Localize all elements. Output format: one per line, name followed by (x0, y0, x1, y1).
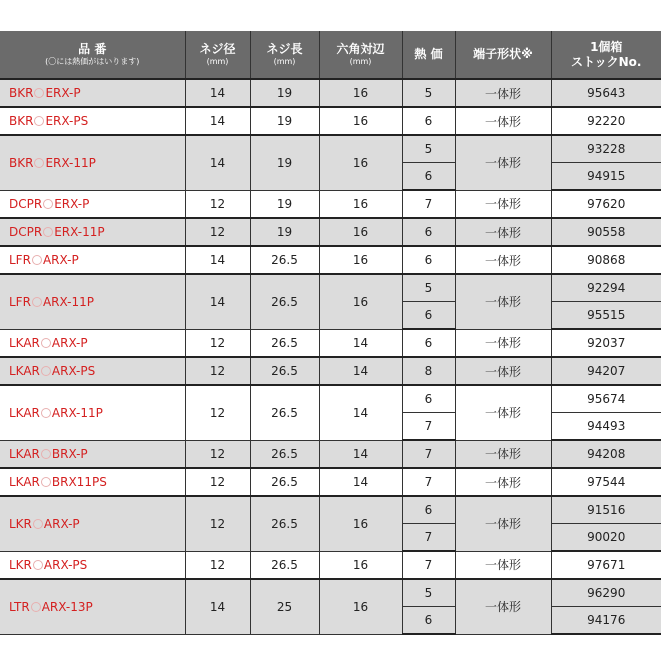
table-row (0, 135, 661, 163)
part-suffix: ERX-11P (45, 155, 96, 170)
thread-length-cell: 19 (250, 79, 319, 107)
heat-range-cell: 5 (402, 79, 455, 107)
hex-size-cell: 16 (319, 246, 402, 274)
part-suffix: ARX-P (51, 335, 88, 350)
heat-range-cell: 6 (402, 385, 455, 413)
table-row (0, 246, 661, 274)
part-prefix: LKAR (9, 405, 40, 420)
part-suffix: ARX-13P (41, 599, 93, 614)
part-prefix: LKAR (9, 364, 40, 378)
hex-size-cell: 16 (319, 79, 402, 107)
hex-size-cell: 14 (319, 440, 402, 468)
stock-no-cell: 92294 (551, 274, 661, 302)
part-number-cell (0, 190, 185, 218)
hex-size-cell: 16 (319, 496, 402, 551)
heat-range-cell: 7 (402, 413, 455, 441)
table-row (0, 274, 661, 302)
thread-diameter-cell: 12 (185, 329, 250, 357)
heat-range-cell: 6 (402, 163, 455, 191)
part-prefix: LFR (9, 294, 31, 309)
stock-no-cell: 97671 (551, 551, 661, 579)
part-suffix: ERX-PS (45, 114, 89, 128)
heat-range-cell: 6 (402, 107, 455, 135)
part-number-cell (0, 107, 185, 135)
terminal-shape-cell: 一体形 (455, 468, 551, 496)
heat-range-cell: 6 (402, 246, 455, 274)
thread-length-cell: 19 (250, 190, 319, 218)
part-number-cell (0, 218, 185, 246)
part-suffix: ARX-P (42, 253, 79, 267)
header-thread-diameter (185, 31, 250, 79)
header-part-no-note: (〇には熱価がはいります) (45, 57, 140, 66)
thread-diameter-cell: 12 (185, 190, 250, 218)
table-row (0, 468, 661, 496)
heat-placeholder-circle-icon (41, 366, 51, 376)
part-suffix: ERX-11P (54, 225, 105, 239)
part-number-cell (0, 468, 185, 496)
table-row (0, 190, 661, 218)
part-prefix: BKR (9, 86, 34, 100)
terminal-shape-cell: 一体形 (455, 218, 551, 246)
table-row (0, 218, 661, 246)
header-unit: (mm) (349, 57, 372, 66)
heat-range-cell: 6 (402, 329, 455, 357)
heat-range-cell: 6 (402, 496, 455, 524)
heat-range-cell: 7 (402, 551, 455, 579)
terminal-shape-cell: 一体形 (455, 329, 551, 357)
header-thread-diameter-label: ネジ径 (199, 42, 236, 56)
part-number-cell (0, 551, 185, 579)
part-suffix: ERX-P (54, 196, 90, 211)
stock-no-cell: 92220 (551, 107, 661, 135)
thread-length-cell: 26.5 (250, 440, 319, 468)
header-stock-no (551, 31, 661, 79)
stock-no-cell: 92037 (551, 329, 661, 357)
heat-placeholder-circle-icon (43, 227, 53, 237)
thread-diameter-cell: 14 (185, 79, 250, 107)
thread-length-cell: 25 (250, 579, 319, 634)
terminal-shape-cell: 一体形 (455, 496, 551, 551)
part-prefix: LKAR (9, 335, 40, 350)
header-part-no-label: 品 番 (78, 42, 107, 56)
hex-size-cell: 14 (319, 468, 402, 496)
thread-diameter-cell: 12 (185, 385, 250, 440)
heat-placeholder-circle-icon (32, 297, 42, 307)
part-prefix: LKAR (9, 475, 40, 489)
heat-range-cell: 5 (402, 135, 455, 163)
heat-placeholder-circle-icon (31, 602, 41, 612)
part-number-cell (0, 246, 185, 274)
thread-diameter-cell: 14 (185, 246, 250, 274)
stock-no-cell: 97620 (551, 190, 661, 218)
thread-length-cell: 26.5 (250, 274, 319, 329)
hex-size-cell: 16 (319, 579, 402, 634)
thread-length-cell: 26.5 (250, 357, 319, 385)
part-suffix: ARX-11P (51, 405, 103, 420)
part-number-cell (0, 357, 185, 385)
stock-no-cell: 94493 (551, 413, 661, 441)
heat-range-cell: 5 (402, 579, 455, 607)
part-number-cell (0, 274, 185, 329)
part-number-cell (0, 329, 185, 357)
terminal-shape-cell: 一体形 (455, 440, 551, 468)
table-row (0, 385, 661, 413)
thread-length-cell: 26.5 (250, 468, 319, 496)
hex-size-cell: 16 (319, 551, 402, 579)
header-unit: (mm) (273, 57, 296, 66)
header-terminal-shape: 端子形状※ (455, 31, 551, 79)
table-row (0, 551, 661, 579)
part-suffix: ARX-PS (51, 364, 96, 378)
stock-no-cell: 96290 (551, 579, 661, 607)
terminal-shape-cell: 一体形 (455, 357, 551, 385)
thread-diameter-cell: 12 (185, 468, 250, 496)
heat-placeholder-circle-icon (34, 116, 44, 126)
part-suffix: ERX-P (45, 86, 81, 100)
table-row (0, 579, 661, 607)
hex-size-cell: 14 (319, 329, 402, 357)
terminal-shape-cell: 一体形 (455, 274, 551, 329)
heat-range-cell: 6 (402, 302, 455, 330)
part-suffix: ARX-PS (43, 557, 88, 572)
stock-no-cell: 93228 (551, 135, 661, 163)
table-row (0, 107, 661, 135)
hex-size-cell: 14 (319, 357, 402, 385)
thread-length-cell: 26.5 (250, 551, 319, 579)
stock-no-cell: 95674 (551, 385, 661, 413)
heat-placeholder-circle-icon (33, 560, 43, 570)
thread-length-cell: 19 (250, 218, 319, 246)
stock-no-cell: 94176 (551, 607, 661, 635)
heat-range-cell: 6 (402, 607, 455, 635)
terminal-shape-cell: 一体形 (455, 79, 551, 107)
thread-length-cell: 26.5 (250, 246, 319, 274)
heat-placeholder-circle-icon (41, 408, 51, 418)
hex-size-cell: 16 (319, 135, 402, 190)
part-suffix: BRX-P (51, 446, 88, 461)
header-stock-line1: 1個箱 (590, 39, 623, 54)
table-row (0, 329, 661, 357)
part-suffix: ARX-11P (42, 294, 94, 309)
heat-range-cell: 7 (402, 524, 455, 552)
heat-placeholder-circle-icon (43, 199, 53, 209)
part-number-cell (0, 579, 185, 634)
heat-placeholder-circle-icon (41, 449, 51, 459)
table-row (0, 440, 661, 468)
header-part-no (0, 31, 185, 79)
stock-no-cell: 90868 (551, 246, 661, 274)
thread-diameter-cell: 12 (185, 357, 250, 385)
part-prefix: LTR (9, 599, 30, 614)
heat-placeholder-circle-icon (34, 158, 44, 168)
heat-range-cell: 6 (402, 218, 455, 246)
header-hex-size-label: 六角対辺 (336, 42, 385, 56)
stock-no-cell: 94207 (551, 357, 661, 385)
heat-range-cell: 8 (402, 357, 455, 385)
header-thread-length (250, 31, 319, 79)
hex-size-cell: 16 (319, 218, 402, 246)
terminal-shape-cell: 一体形 (455, 107, 551, 135)
table-row (0, 357, 661, 385)
stock-no-cell: 97544 (551, 468, 661, 496)
hex-size-cell: 16 (319, 190, 402, 218)
thread-diameter-cell: 14 (185, 274, 250, 329)
part-prefix: BKR (9, 155, 34, 170)
terminal-shape-cell: 一体形 (455, 190, 551, 218)
thread-diameter-cell: 12 (185, 440, 250, 468)
stock-no-cell: 94915 (551, 163, 661, 191)
part-prefix: BKR (9, 114, 34, 128)
header-stock-line2: ストックNo. (571, 54, 642, 69)
hex-size-cell: 16 (319, 274, 402, 329)
part-suffix: ARX-P (43, 516, 80, 531)
header-hex-size (319, 31, 402, 79)
terminal-shape-cell: 一体形 (455, 246, 551, 274)
terminal-shape-cell: 一体形 (455, 135, 551, 190)
part-prefix: LKR (9, 557, 32, 572)
stock-no-cell: 90558 (551, 218, 661, 246)
heat-placeholder-circle-icon (41, 338, 51, 348)
part-number-cell (0, 385, 185, 440)
part-number-cell (0, 79, 185, 107)
terminal-shape-cell: 一体形 (455, 551, 551, 579)
thread-length-cell: 26.5 (250, 496, 319, 551)
hex-size-cell: 16 (319, 107, 402, 135)
table-row (0, 79, 661, 107)
terminal-shape-cell: 一体形 (455, 579, 551, 634)
heat-range-cell: 7 (402, 468, 455, 496)
thread-diameter-cell: 12 (185, 551, 250, 579)
part-suffix: BRX11PS (51, 475, 107, 489)
part-number-cell (0, 496, 185, 551)
stock-no-cell: 95643 (551, 79, 661, 107)
hex-size-cell: 14 (319, 385, 402, 440)
part-prefix: LFR (9, 253, 31, 267)
thread-length-cell: 19 (250, 135, 319, 190)
part-number-cell (0, 440, 185, 468)
heat-range-cell: 7 (402, 190, 455, 218)
stock-no-cell: 90020 (551, 524, 661, 552)
part-prefix: LKR (9, 516, 32, 531)
terminal-shape-cell: 一体形 (455, 385, 551, 440)
heat-placeholder-circle-icon (32, 255, 42, 265)
spark-plug-spec-table (0, 31, 661, 635)
heat-placeholder-circle-icon (33, 519, 43, 529)
thread-diameter-cell: 14 (185, 107, 250, 135)
header-thread-length-label: ネジ長 (266, 42, 303, 56)
heat-placeholder-circle-icon (34, 88, 44, 98)
stock-no-cell: 91516 (551, 496, 661, 524)
part-prefix: DCPR (9, 196, 43, 211)
thread-length-cell: 19 (250, 107, 319, 135)
header-unit: (mm) (206, 57, 229, 66)
table-header-row (0, 31, 661, 79)
thread-length-cell: 26.5 (250, 329, 319, 357)
heat-range-cell: 5 (402, 274, 455, 302)
thread-diameter-cell: 14 (185, 135, 250, 190)
heat-range-cell: 7 (402, 440, 455, 468)
header-heat-range: 熱 価 (402, 31, 455, 79)
heat-placeholder-circle-icon (41, 477, 51, 487)
thread-length-cell: 26.5 (250, 385, 319, 440)
thread-diameter-cell: 12 (185, 496, 250, 551)
thread-diameter-cell: 14 (185, 579, 250, 634)
stock-no-cell: 95515 (551, 302, 661, 330)
part-prefix: LKAR (9, 446, 40, 461)
thread-diameter-cell: 12 (185, 218, 250, 246)
part-number-cell (0, 135, 185, 190)
table-row (0, 496, 661, 524)
table-body (0, 79, 661, 634)
part-prefix: DCPR (9, 225, 43, 239)
stock-no-cell: 94208 (551, 440, 661, 468)
